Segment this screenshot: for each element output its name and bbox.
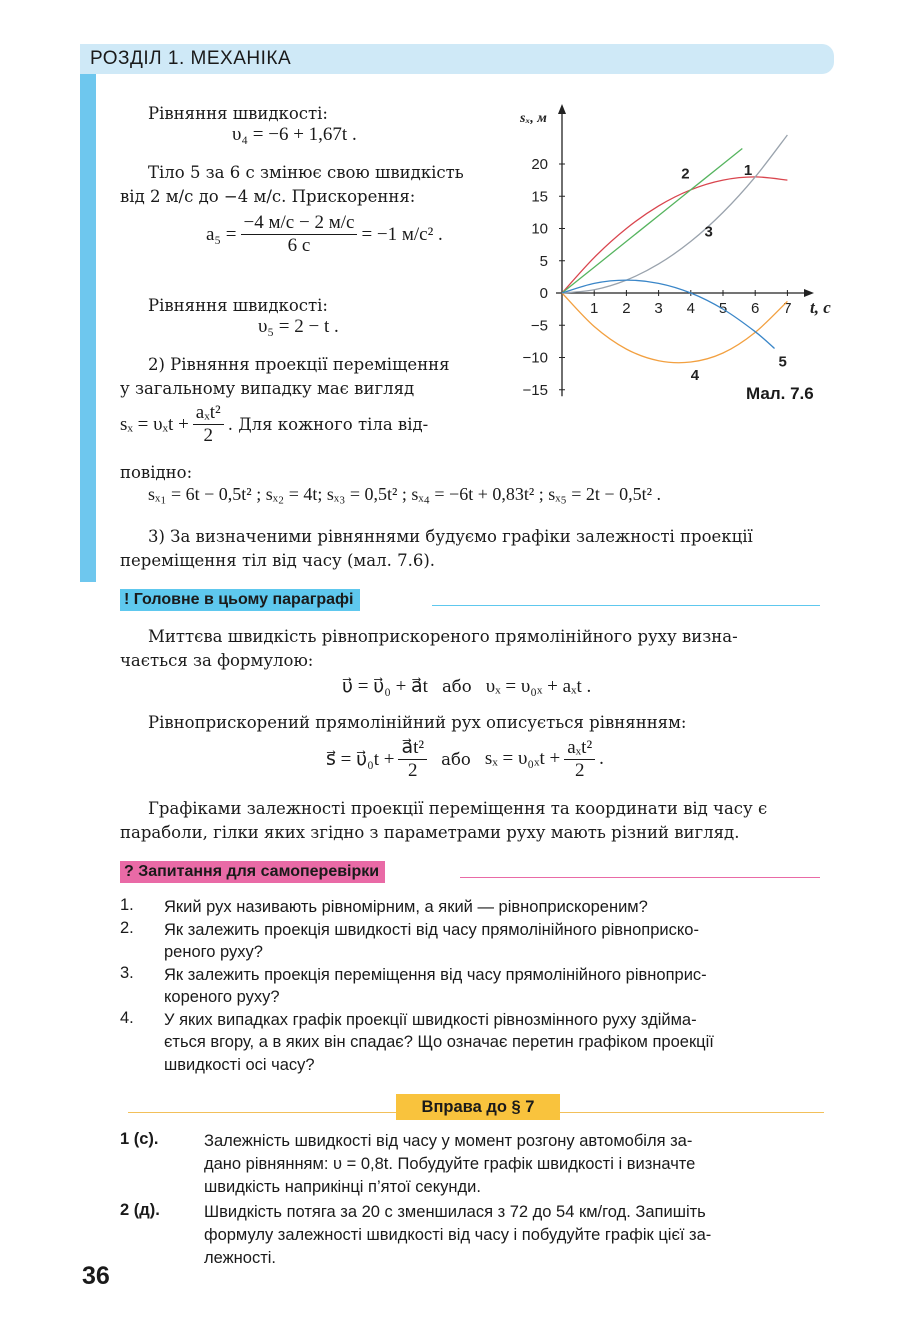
- p3-line2: переміщення тіл від часу (мал. 7.6).: [120, 551, 435, 570]
- question-line: Який рух називають рівномірним, а який — рівноприскореним?: [164, 898, 648, 916]
- body5-line1: Тіло 5 за 6 с змінює свою швидкість: [148, 163, 464, 182]
- f2b-lhs: sₓ = υ₀ₓt +: [484, 748, 561, 769]
- question-line: кореного руху?: [164, 988, 280, 1006]
- body5-line2: від 2 м/с до −4 м/с. Прискорення:: [120, 187, 416, 206]
- question-number: 1.: [120, 896, 134, 914]
- exercise-rule-left: [128, 1112, 396, 1113]
- series-line-3: [562, 135, 787, 293]
- exercise-line: Швидкість потяга за 20 с зменшилася з 72 до 54 км/год. Запишіть: [204, 1203, 706, 1221]
- exercise-text: [204, 1201, 711, 1270]
- f2b-end: .: [599, 748, 604, 769]
- eq-label-2: Рівняння швидкості:: [148, 296, 328, 315]
- y-tick-label: −10: [522, 349, 548, 367]
- y-axis-label: sₓ, м: [520, 111, 547, 126]
- main-p3-line2: параболи, гілки яких згідно з параметрами руху мають різний вигляд.: [120, 823, 740, 842]
- x-tick-label: 4: [686, 300, 695, 317]
- exercise-text: [204, 1130, 695, 1199]
- series-label-5: 5: [778, 353, 787, 371]
- series-line-1: [562, 177, 787, 293]
- motion-equations: sₓ₁ = 6t − 0,5t² ; sₓ₂ = 4t; sₓ₃ = 0,5t² ; sₓ₄ = −6t + 0,83t² ; sₓ₅ = 2t − 0,5t² .: [148, 484, 661, 504]
- x-tick-label: 7: [783, 300, 792, 317]
- chapter-header: [80, 44, 834, 74]
- f2-numerator: a⃗t²: [398, 736, 427, 760]
- series-label-2: 2: [681, 165, 690, 183]
- question-text: [164, 1009, 714, 1077]
- sx-formula-line: [120, 402, 428, 447]
- y-axis-arrow: [558, 104, 566, 114]
- y-tick-label: 20: [531, 156, 548, 173]
- a5-formula: [206, 212, 443, 257]
- chapter-title: РОЗДІЛ 1. МЕХАНІКА: [90, 48, 292, 69]
- y-tick-label: −15: [522, 381, 548, 399]
- p3-line1: 3) За визначеними рівняннями будуємо графіки залежності проекції: [148, 527, 753, 546]
- question-number: 3.: [120, 963, 134, 982]
- exercise-line: формулу залежності швидкості від часу і побудуйте графік цієї за-: [204, 1226, 712, 1244]
- main-p3-line1: Графіками залежності проекції переміщення та координати від часу є: [148, 799, 768, 818]
- sx-fraction: [193, 402, 224, 447]
- f2-denominator: 2: [408, 760, 418, 781]
- x-axis-arrow: [804, 289, 814, 297]
- x-axis-label: t, с: [810, 298, 831, 317]
- f2-fraction: [398, 736, 427, 782]
- displacement-time-chart: [518, 100, 838, 400]
- velocity-projection-formula: υₓ = υ₀ₓ + aₓt .: [485, 675, 592, 697]
- a5-lhs: a₅ =: [206, 223, 237, 245]
- y-tick-label: 10: [531, 220, 548, 238]
- questions-rule: [460, 877, 820, 878]
- exercise-line: лежності.: [204, 1249, 277, 1267]
- questions-title: ? Запитання для самоперевірки: [120, 861, 385, 883]
- series-label-4: 4: [690, 367, 700, 385]
- series-label-3: 3: [704, 223, 713, 241]
- x-tick-label: 5: [718, 300, 728, 317]
- question-line: Як залежить проекція швидкості від часу прямолінійного рівноприско-: [164, 920, 699, 939]
- question-line: Як залежить проекція переміщення від часу прямолінійного рівноприс-: [164, 965, 707, 984]
- y-tick-label: 0: [539, 285, 548, 302]
- v5-equation: υ₅ = 2 − t .: [258, 316, 339, 337]
- p2-line1: 2) Рівняння проекції переміщення: [148, 355, 450, 374]
- y-tick-label: −5: [530, 317, 548, 335]
- exercise-line: дано рівнянням: υ = 0,8t. Побудуйте графік швидкості і визначте: [204, 1155, 696, 1173]
- eq-label-1: Рівняння швидкості:: [148, 104, 328, 123]
- main-p1-line2: чається за формулою:: [120, 651, 314, 670]
- f2-or: або: [441, 749, 471, 769]
- question-line: реного руху?: [164, 943, 263, 961]
- main-p1-line1: Миттєва швидкість рівноприскореного прямолінійного руху визна-: [148, 627, 738, 646]
- v4-equation: υ₄ = −6 + 1,67t .: [232, 124, 357, 145]
- exercise-number: 2 (д).: [120, 1201, 160, 1219]
- question-number: 4.: [120, 1008, 134, 1027]
- velocity-vector-formula: υ⃗ = υ⃗₀ + a⃗t: [342, 676, 428, 697]
- main-p2: Рівноприскорений прямолінійний рух описується рівнянням:: [148, 713, 687, 732]
- f2b-fraction: [564, 737, 595, 782]
- exercise-rule-right: [560, 1112, 824, 1113]
- question-line: швидкості осі часу?: [164, 1055, 315, 1074]
- sx-lhs: sₓ = υₓt +: [120, 413, 189, 435]
- p2-line3-tail: . Для кожного тіла від-: [227, 415, 429, 434]
- a5-rhs: = −1 м/с² .: [361, 223, 443, 245]
- p2-line4: повідно:: [120, 463, 193, 482]
- f2b-numerator: aₓt²: [564, 737, 595, 760]
- exercise-number: 1 (с).: [120, 1130, 159, 1148]
- y-tick-label: 5: [539, 252, 548, 270]
- question-number: 2.: [120, 918, 134, 937]
- velocity-or: або: [441, 677, 472, 696]
- page-number: 36: [82, 1262, 110, 1290]
- question-line: ється вгору, а в яких він спадає? Що означає перетин графіком проекції: [164, 1033, 714, 1051]
- side-accent-bar: [80, 74, 96, 582]
- a5-denominator: 6 с: [287, 235, 311, 256]
- exercise-line: Залежність швидкості від часу у момент розгону автомобіля за-: [204, 1132, 693, 1150]
- question-text: [164, 964, 707, 1009]
- displacement-formula: [326, 736, 604, 782]
- x-tick-label: 1: [590, 300, 599, 317]
- main-section-rule: [432, 605, 820, 606]
- exercise-title: Вправа до § 7: [396, 1094, 560, 1120]
- question-text: [164, 896, 648, 919]
- x-tick-label: 2: [622, 300, 631, 317]
- sx-denominator: 2: [203, 425, 213, 446]
- series-label-1: 1: [743, 161, 753, 179]
- x-tick-label: 6: [751, 300, 760, 317]
- a5-numerator: −4 м/с − 2 м/с: [241, 212, 358, 235]
- question-text: [164, 919, 699, 964]
- exercise-line: швидкість наприкінці п’ятої секунди.: [204, 1178, 481, 1196]
- x-tick-label: 3: [654, 300, 663, 317]
- p2-line2: у загальному випадку має вигляд: [120, 379, 415, 398]
- sx-numerator: aₓt²: [193, 402, 224, 425]
- y-tick-label: 15: [531, 188, 548, 206]
- figure-caption: Мал. 7.6: [746, 384, 814, 403]
- f2b-denominator: 2: [574, 759, 585, 781]
- f2-lhs: s⃗ = υ⃗₀t +: [326, 748, 395, 770]
- question-line: У яких випадках графік проекції швидкості рівнозмінного руху здійма-: [164, 1010, 697, 1029]
- main-section-title: ! Головне в цьому параграфі: [120, 589, 360, 611]
- velocity-formula: [342, 674, 591, 699]
- a5-fraction: [241, 212, 358, 257]
